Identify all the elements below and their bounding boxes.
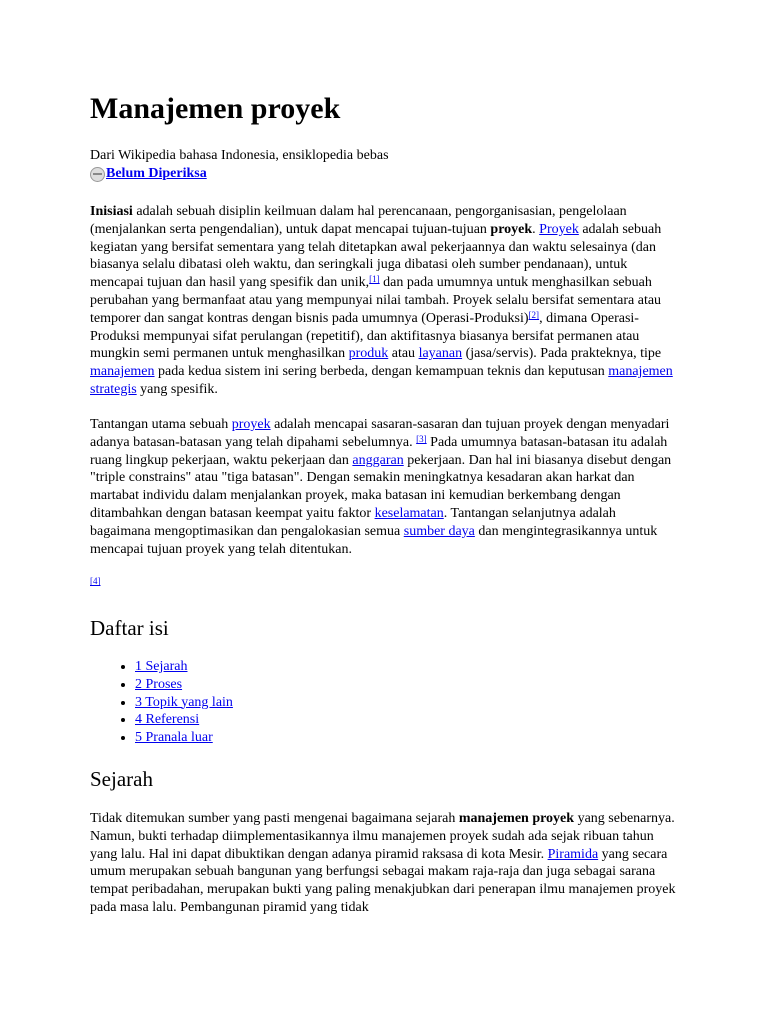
toc-link-proses[interactable]: 2 Proses xyxy=(135,676,183,692)
intro-paragraph-1: Inisiasi adalah sebuah disiplin keilmuan dalam hal perencanaan, pengorganisasian, pengelolaan (menjalankan serta pengendalian), untuk dapat mencapai tujuan-tujuan proyek. Proyek adalah sebuah kegiatan yang bersifat sementara yang telah ditetapkan awal pekerjaannya dan waktu selesainya (dan biasanya selalu dibatasi oleh waktu, dan seringkali juga dibatasi oleh sumber pendanaan), untuk mencapai tujuan dan hasil yang spesifik dan unik,[1] dan pada umumnya untuk menghasilkan sebuah perubahan yang bermanfaat atau yang mempunyai nilai tambah. Proyek selalu bersifat sementara atau temporer dan sangat kontras dengan bisnis pada umumnya (Operasi-Produksi)[2], dimana Operasi-Produksi mempunyai sifat perulangan (repetitif), dan aktifitasnya biasanya bersifat permanen atau mungkin semi permanen untuk menghasilkan produk atau layanan (jasa/servis). Pada prakteknya, tipe manajemen pada kedua sistem ini sering berbeda, dengan kemampuan teknis dan keputusan manajemen strategis yang spesifik. xyxy=(90,204,673,397)
link-anggaran[interactable]: anggaran xyxy=(352,452,404,468)
toc-item xyxy=(135,711,233,729)
ref-link-2[interactable]: [2] xyxy=(528,309,540,320)
link-piramida[interactable]: Piramida xyxy=(547,846,599,862)
toc-link-topik[interactable]: 3 Topik yang lain xyxy=(135,694,233,710)
toc-item xyxy=(135,676,233,694)
link-proyek[interactable]: Proyek xyxy=(539,221,579,237)
link-sumber-daya[interactable]: sumber daya xyxy=(403,523,475,539)
site-tagline: Dari Wikipedia bahasa Indonesia, ensiklopedia bebas xyxy=(90,148,389,163)
toc-link-pranala[interactable]: 5 Pranala luar xyxy=(135,730,213,746)
toc-item xyxy=(135,658,233,676)
ref-link-3[interactable]: [3] xyxy=(416,433,427,444)
intro-paragraph-2: Tantangan utama sebuah proyek adalah mencapai sasaran-sasaran dan tujuan proyek dengan menyadari adanya batasan-batasan yang telah dipahami sebelumnya. [3] Pada umumnya batasan-batasan itu adalah ruang lingkup pekerjaan, waktu pekerjaan dan anggaran pekerjaan. Dan hal ini biasanya disebut dengan "triple constrains" atau "tiga batasan". Dengan semakin meningkatnya kesadaran akan harkat dan martabat individu dalam menjalankan proyek, maka batasan ini kemudian berkembang dengan ditambahkan dengan batasan keempat yaitu faktor keselamatan. Tantangan selanjutnya adalah bagaimana mengoptimasikan dan pengalokasian semua sumber daya dan mengintegrasikannya untuk mencapai tujuan proyek yang telah ditentukan. xyxy=(90,417,672,557)
page-title: Manajemen proyek xyxy=(90,92,341,125)
not-reviewed-icon xyxy=(90,167,105,182)
bold-term: Inisiasi xyxy=(90,204,133,219)
link-manajemen[interactable]: manajemen xyxy=(90,364,155,380)
link-manajemen-strategis[interactable]: manajemen strategis xyxy=(90,364,673,397)
link-keselamatan[interactable]: keselamatan xyxy=(374,505,444,521)
bold-term: proyek xyxy=(490,221,533,237)
ref-link-4[interactable]: [4] xyxy=(90,576,101,586)
ref-link-1[interactable]: [1] xyxy=(369,274,380,285)
toc-heading: Daftar isi xyxy=(90,616,169,640)
status-link[interactable]: Belum Diperiksa xyxy=(106,166,207,181)
bold-term: manajemen proyek xyxy=(458,811,575,826)
section-heading-sejarah: Sejarah xyxy=(90,767,153,791)
toc-link-sejarah[interactable]: 1 Sejarah xyxy=(135,659,188,674)
toc-item xyxy=(135,729,233,747)
toc-link-referensi[interactable]: 4 Referensi xyxy=(135,712,200,728)
table-of-contents xyxy=(90,658,233,747)
link-layanan[interactable]: layanan xyxy=(418,346,463,362)
link-produk[interactable]: produk xyxy=(348,346,389,362)
toc-item xyxy=(135,694,233,712)
link-proyek[interactable]: proyek xyxy=(231,417,271,432)
review-status xyxy=(90,166,207,182)
sejarah-paragraph: Tidak ditemukan sumber yang pasti mengenai bagaimana sejarah manajemen proyek yang sebenarnya. Namun, bukti terhadap diimplementasikannya ilmu manajemen proyek sudah ada sejak ribuan tahun yang lalu. Hal ini dapat dibuktikan dengan adanya piramid raksasa di kota Mesir. Piramida yang secara umum merupakan sebuah bangunan yang berfungsi sebagai makam raja-raja dan juga sebagai sarana tempat peribadahan, merupakan bukti yang paling menakjubkan dari penerapan ilmu manajemen proyek pada masa lalu. Pembangunan piramid yang tidak xyxy=(90,811,676,915)
